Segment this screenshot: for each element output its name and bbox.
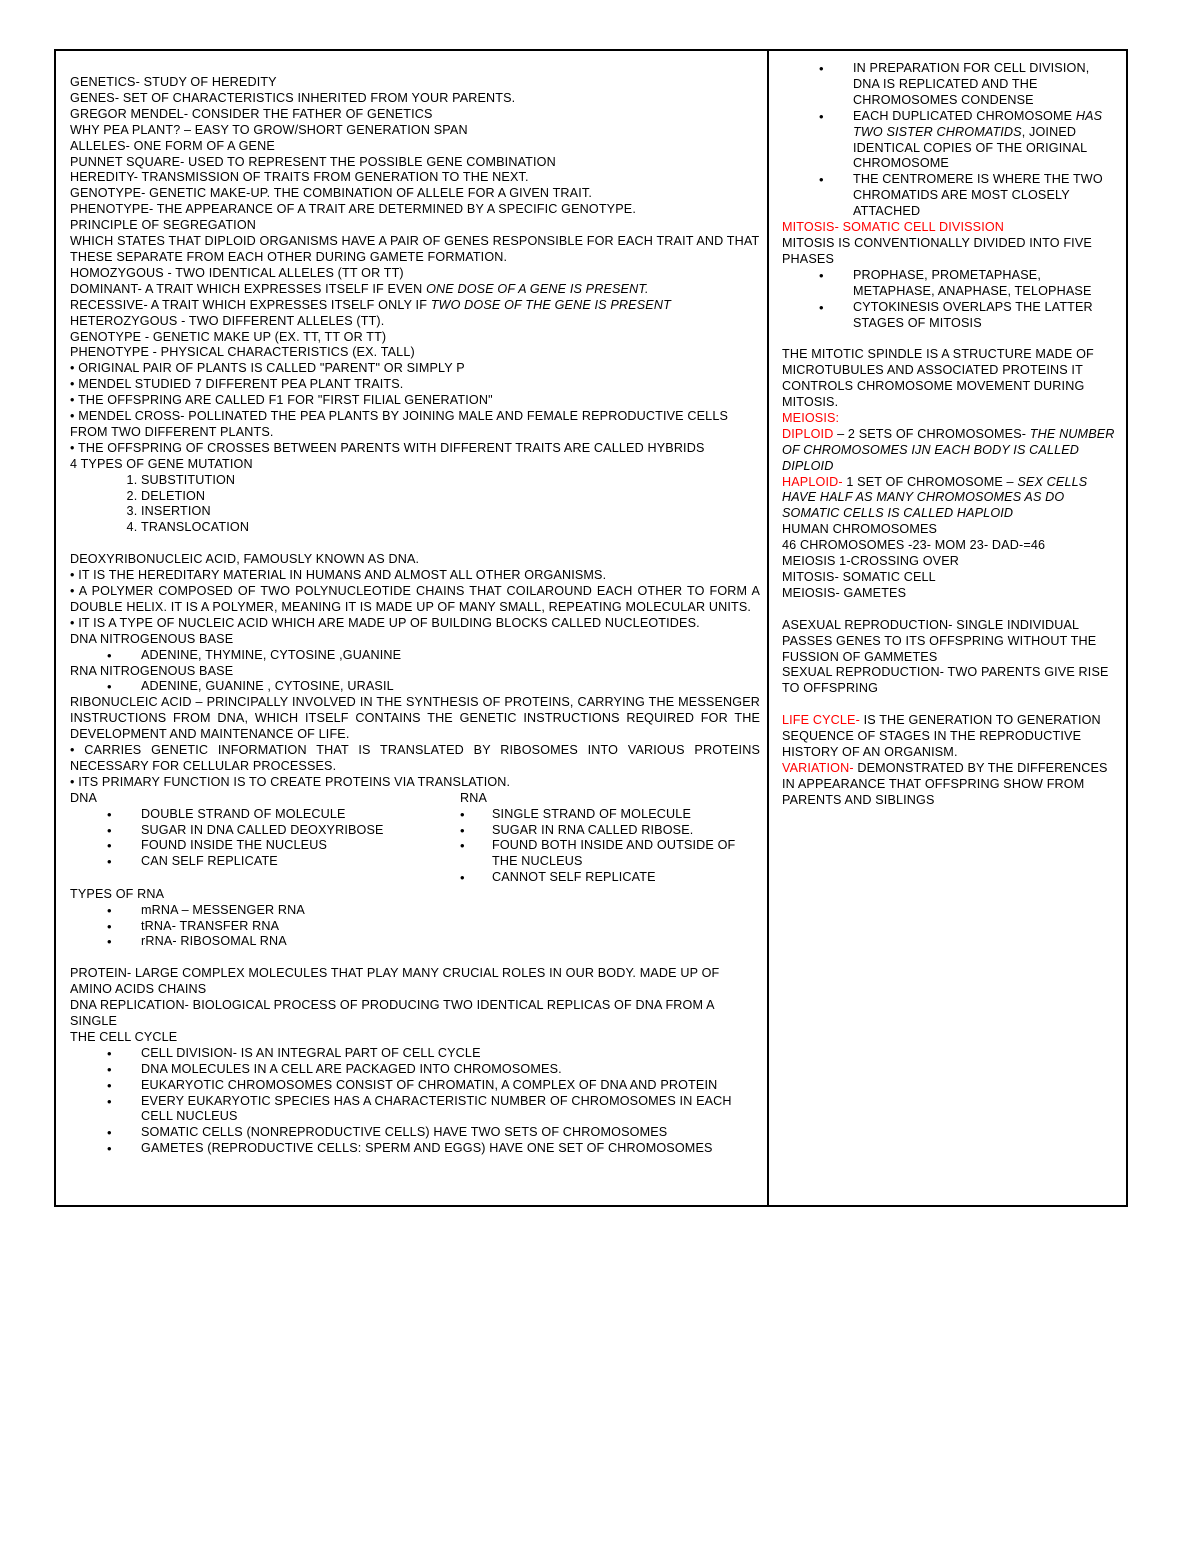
note-line: GENOTYPE - GENETIC MAKE UP (EX. TT, TT OR TT) — [70, 329, 387, 344]
note-line: • THE OFFSPRING OF CROSSES BETWEEN PARENTS WITH DIFFERENT TRAITS ARE CALLED HYBRIDS — [70, 440, 705, 455]
list-item: • SOMATIC CELLS (NONREPRODUCTIVE CELLS) HAVE TWO SETS OF CHROMOSOMES — [141, 1125, 760, 1141]
dna-base-list — [70, 648, 760, 664]
haploid-text: 1 SET OF CHROMOSOME – — [842, 474, 1018, 489]
list-item: • EVERY EUKARYOTIC SPECIES HAS A CHARACTERISTIC NUMBER OF CHROMOSOMES IN EACH CELL NUCLEUS — [141, 1094, 760, 1126]
note-line: • MENDEL CROSS- POLLINATED THE PEA PLANTS BY JOINING MALE AND FEMALE REPRODUCTIVE CELLS FROM TWO DIFFERENT PLANTS. — [70, 409, 732, 439]
dominant-emphasis: ONE DOSE OF A GENE IS PRESENT. — [426, 281, 649, 296]
rna-column — [460, 791, 750, 886]
note-line: PHENOTYPE- THE APPEARANCE OF A TRAIT ARE DETERMINED BY A SPECIFIC GENOTYPE. — [70, 202, 636, 217]
dna-rna-comparison — [70, 791, 760, 887]
diploid-text: – 2 SETS OF CHROMOSOMES- — [833, 426, 1030, 441]
note-line: HEREDITY- TRANSMISSION OF TRAITS FROM GENERATION TO THE NEXT. — [70, 170, 529, 185]
note-line: • IT IS THE HEREDITARY MATERIAL IN HUMANS AND ALMOST ALL OTHER ORGANISMS. — [70, 568, 607, 583]
list-item: • CYTOKINESIS OVERLAPS THE LATTER STAGES OF MITOSIS — [853, 300, 1117, 332]
note-line: PRINCIPLE OF SEGREGATION — [70, 218, 257, 233]
list-item: • tRNA- TRANSFER RNA — [141, 919, 760, 935]
list-item: • SUGAR IN RNA CALLED RIBOSE. — [492, 823, 750, 839]
list-item: • FOUND INSIDE THE NUCLEUS — [141, 838, 450, 854]
rna-list — [460, 807, 750, 887]
recessive-emphasis: TWO DOSE OF THE GENE IS PRESENT — [430, 297, 671, 312]
right-column — [782, 51, 1117, 809]
note-line: DNA NITROGENOUS BASE — [70, 631, 234, 646]
list-item: 4. TRANSLOCATION — [141, 520, 760, 536]
note-line: GENES- SET OF CHARACTERISTICS INHERITED FROM YOUR PARENTS. — [70, 90, 516, 105]
note-line: 4 TYPES OF GENE MUTATION — [70, 456, 253, 471]
list-item: • CAN SELF REPLICATE — [141, 854, 450, 870]
note-line: THE MITOTIC SPINDLE IS A STRUCTURE MADE OF MICROTUBULES AND ASSOCIATED PROTEINS IT CONTROLS CHROMOSOME MOVEMENT DURING MITOSIS. — [782, 347, 1098, 410]
list-item: • mRNA – MESSENGER RNA — [141, 903, 760, 919]
recessive-text: RECESSIVE- A TRAIT WHICH EXPRESSES ITSELF ONLY IF — [70, 297, 431, 312]
rna-types-list — [70, 903, 760, 951]
note-line: HETEROZYGOUS - TWO DIFFERENT ALLELES (TT). — [70, 313, 385, 328]
mutation-list — [70, 473, 760, 537]
note-line: THE CELL CYCLE — [70, 1029, 178, 1044]
note-line: • ORIGINAL PAIR OF PLANTS IS CALLED "PARENT" OR SIMPLY P — [70, 361, 465, 376]
note-line: MEIOSIS- GAMETES — [782, 585, 907, 600]
note-line: GENOTYPE- GENETIC MAKE-UP. THE COMBINATION OF ALLELE FOR A GIVEN TRAIT. — [70, 186, 592, 201]
cell-cycle-list — [70, 1046, 760, 1157]
list-item: • GAMETES (REPRODUCTIVE CELLS: SPERM AND EGGS) HAVE ONE SET OF CHROMOSOMES — [141, 1141, 760, 1157]
variation-line — [782, 761, 1117, 809]
note-line: PROTEIN- LARGE COMPLEX MOLECULES THAT PLAY MANY CRUCIAL ROLES IN OUR BODY. MADE UP OF AMINO ACIDS CHAINS — [70, 966, 723, 997]
list-item: • CANNOT SELF REPLICATE — [492, 870, 750, 886]
dominant-line — [70, 282, 760, 298]
meiosis-heading: MEIOSIS: — [782, 410, 840, 425]
list-item: • PROPHASE, PROMETAPHASE, METAPHASE, ANAPHASE, TELOPHASE — [853, 268, 1117, 300]
note-line: 46 CHROMOSOMES -23- MOM 23- DAD-=46 — [782, 538, 1046, 553]
note-line: PHENOTYPE - PHYSICAL CHARACTERISTICS (EX. TALL) — [70, 345, 415, 360]
recessive-line — [70, 298, 760, 314]
prep-text: EACH DUPLICATED CHROMOSOME — [853, 108, 1076, 123]
list-item: 1. SUBSTITUTION — [141, 473, 760, 489]
diploid-label: DIPLOID — [782, 426, 834, 441]
dna-list — [70, 807, 450, 871]
life-cycle-text: IS THE GENERATION TO GENERATION SEQUENCE OF STAGES IN THE REPRODUCTIVE HISTORY OF AN ORGANISM. — [782, 713, 1105, 759]
dominant-text: DOMINANT- A TRAIT WHICH EXPRESSES ITSELF IF EVEN — [70, 281, 427, 296]
diploid-line — [782, 427, 1117, 475]
list-item: 3. INSERTION — [141, 504, 760, 520]
prep-emphasis: HAS TWO SISTER CHROMATIDS — [853, 108, 1103, 139]
note-line: RIBONUCLEIC ACID – PRINCIPALLY INVOLVED IN THE SYNTHESIS OF PROTEINS, CARRYING THE MESSENGER INSTRUCTIONS FROM DNA, WHICH ITSELF CONTAINS THE GENETIC INSTRUCTIONS REQUIRED FOR THE DEVELOPMENT AND MAINTENANCE OF LIFE. — [70, 695, 764, 742]
list-item — [853, 109, 1117, 173]
list-item: • IN PREPARATION FOR CELL DIVISION, DNA IS REPLICATED AND THE CHROMOSOMES CONDENSE — [853, 61, 1117, 109]
note-line: DNA REPLICATION- BIOLOGICAL PROCESS OF PRODUCING TWO IDENTICAL REPLICAS OF DNA FROM A SINGLE — [70, 998, 718, 1028]
life-cycle-line — [782, 713, 1117, 761]
note-line: MITOSIS IS CONVENTIONALLY DIVIDED INTO FIVE PHASES — [782, 235, 1096, 266]
mitosis-heading: MITOSIS- SOMATIC CELL DIVISSION — [782, 220, 1005, 235]
note-line: • MENDEL STUDIED 7 DIFFERENT PEA PLANT TRAITS. — [70, 377, 404, 392]
note-line: • CARRIES GENETIC INFORMATION THAT IS TRANSLATED BY RIBOSOMES INTO VARIOUS PROTEINS NECESSARY FOR CELLULAR PROCESSES. — [70, 743, 764, 773]
column-divider — [767, 51, 769, 1205]
list-item: • DOUBLE STRAND OF MOLECULE — [141, 807, 450, 823]
list-item: • ADENINE, THYMINE, CYTOSINE ,GUANINE — [141, 648, 760, 664]
note-line: ASEXUAL REPRODUCTION- SINGLE INDIVIDUAL PASSES GENES TO ITS OFFSPRING WITHOUT THE FUSSION OF GAMMETES — [782, 617, 1100, 664]
list-item: 2. DELETION — [141, 489, 760, 505]
dna-heading: DNA — [70, 790, 98, 805]
list-item: • EUKARYOTIC CHROMOSOMES CONSIST OF CHROMATIN, A COMPLEX OF DNA AND PROTEIN — [141, 1078, 760, 1094]
note-line: • IT IS A TYPE OF NUCLEIC ACID WHICH ARE MADE UP OF BUILDING BLOCKS CALLED NUCLEOTIDES. — [70, 615, 700, 630]
haploid-emphasis: SEX CELLS HAVE HALF AS MANY CHROMOSOMES AS DO SOMATIC CELLS IS CALLED HAPLOID — [782, 474, 1091, 521]
note-line: SEXUAL REPRODUCTION- TWO PARENTS GIVE RISE TO OFFSPRING — [782, 665, 1112, 696]
list-item: • DNA MOLECULES IN A CELL ARE PACKAGED INTO CHROMOSOMES. — [141, 1062, 760, 1078]
note-line: MITOSIS- SOMATIC CELL — [782, 569, 936, 584]
list-item: • ADENINE, GUANINE , CYTOSINE, URASIL — [141, 679, 760, 695]
note-line: • ITS PRIMARY FUNCTION IS TO CREATE PROTEINS VIA TRANSLATION. — [70, 774, 511, 789]
note-line: RNA NITROGENOUS BASE — [70, 663, 234, 678]
diploid-emphasis: THE NUMBER OF CHROMOSOMES IJN EACH BODY IS CALLED DIPLOID — [782, 426, 1119, 473]
note-line: HOMOZYGOUS - TWO IDENTICAL ALLELES (TT OR TT) — [70, 265, 404, 280]
list-item: • THE CENTROMERE IS WHERE THE TWO CHROMATIDS ARE MOST CLOSELY ATTACHED — [853, 172, 1117, 220]
note-line: • THE OFFSPRING ARE CALLED F1 FOR "FIRST FILIAL GENERATION" — [70, 393, 493, 408]
note-line: • A POLYMER COMPOSED OF TWO POLYNUCLEOTIDE CHAINS THAT COILAROUND EACH OTHER TO FORM A DOUBLE HELIX. IT IS A POLYMER, MEANING IT IS MADE UP OF MANY SMALL, REPEATING MOLECULAR UNITS. — [70, 583, 764, 614]
note-line: MEIOSIS 1-CROSSING OVER — [782, 554, 959, 569]
prep-text: , JOINED IDENTICAL COPIES OF THE ORIGINAL CHROMOSOME — [853, 124, 1087, 171]
haploid-line — [782, 475, 1117, 523]
list-item: • SUGAR IN DNA CALLED DEOXYRIBOSE — [141, 823, 450, 839]
note-line: DEOXYRIBONUCLEIC ACID, FAMOUSLY KNOWN AS DNA. — [70, 552, 420, 567]
variation-text: DEMONSTRATED BY THE DIFFERENCES IN APPEARANCE THAT OFFSPRING SHOW FROM PARENTS AND SIBLINGS — [782, 760, 1112, 807]
left-column — [70, 51, 764, 1157]
list-item: • rRNA- RIBOSOMAL RNA — [141, 934, 760, 950]
note-line: GENETICS- STUDY OF HEREDITY — [70, 75, 277, 89]
list-item: • FOUND BOTH INSIDE AND OUTSIDE OF THE NUCLEUS — [492, 838, 750, 870]
dna-column — [70, 791, 450, 871]
cell-division-prep-list — [782, 61, 1117, 220]
notes-sheet — [54, 49, 1128, 1207]
note-line: ALLELES- ONE FORM OF A GENE — [70, 138, 275, 153]
rna-base-list — [70, 679, 760, 695]
life-cycle-label: LIFE CYCLE- — [782, 713, 860, 728]
note-line: GREGOR MENDEL- CONSIDER THE FATHER OF GENETICS — [70, 106, 433, 121]
note-line: PUNNET SQUARE- USED TO REPRESENT THE POSSIBLE GENE COMBINATION — [70, 154, 556, 169]
mitosis-phase-list — [782, 268, 1117, 332]
note-line: WHICH STATES THAT DIPLOID ORGANISMS HAVE A PAIR OF GENES RESPONSIBLE FOR EACH TRAIT AND THAT THESE SEPARATE FROM EACH OTHER DURING GAMETE FORMATION. — [70, 234, 763, 264]
note-line: WHY PEA PLANT? – EASY TO GROW/SHORT GENERATION SPAN — [70, 122, 468, 137]
note-line: TYPES OF RNA — [70, 886, 165, 901]
list-item: • SINGLE STRAND OF MOLECULE — [492, 807, 750, 823]
list-item: • CELL DIVISION- IS AN INTEGRAL PART OF CELL CYCLE — [141, 1046, 760, 1062]
haploid-label: HAPLOID- — [782, 474, 843, 489]
variation-label: VARIATION- — [782, 760, 854, 775]
note-line: HUMAN CHROMOSOMES — [782, 522, 938, 537]
rna-heading: RNA — [460, 790, 488, 805]
